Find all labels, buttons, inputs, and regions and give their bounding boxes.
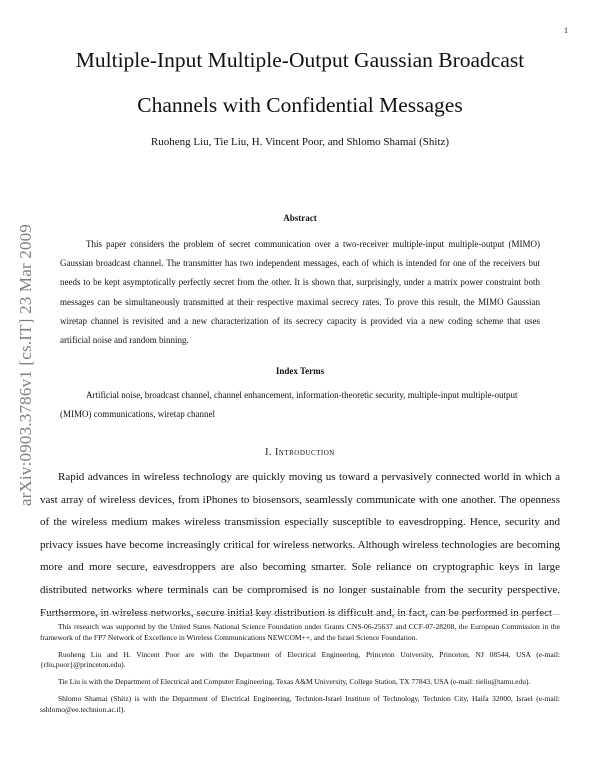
footnote-divider [40, 614, 560, 615]
section-heading [40, 447, 560, 458]
paper-title-line-1: Multiple-Input Multiple-Output Gaussian Broadcast [75, 48, 525, 72]
introduction-paragraph: Rapid advances in wireless technology are quickly moving us toward a pervasively connected world in which a vast array of wireless devices, from iPhones to biosensors, seamlessly communicate with one another. The openness of the wireless medium makes wireless transmission especially susceptible to eavesdropping. Hence, security and privacy issues have become increasingly critical for wireless networks. Although wireless technologies are becoming more and more secure, eavesdroppers are also becoming smarter. Sole reliance on cryptographic keys in large distributed networks where terminals can be compromised is no longer sustainable from the security perspective. Furthermore, in wireless networks, secure initial key distribution is difficult and, in fact, can be performed in perfect [40, 471, 560, 619]
footnote-affiliation-princeton: Ruoheng Liu and H. Vincent Poor are with the Department of Electrical Engineering, Princeton University, Princeton, NJ 08544, USA (e-mail: {rliu,poor}@princeton.edu). [40, 649, 560, 670]
abstract-text: This paper considers the problem of secret communication over a two-receiver multiple-input multiple-output (MIMO) Gaussian broadcast channel. The transmitter has two independent messages, each of which is intended for one of the receivers but needs to be kept asymptotically perfectly secret from the other. It is shown that, surprisingly, under a matrix power constraint both messages can be simultaneously transmitted at their respective maximal secrecy rates. To prove this result, the MIMO Gaussian wiretap channel is revisited and a new characterization of its secrecy capacity is provided via a new coding scheme that uses artificial noise and random binning. [60, 239, 540, 346]
footnote-funding: This research was supported by the United States National Science Foundation under Grants CNS-06-25637 and CCF-07-28208, the European Commission in the framework of the FP7 Network of Excellence in Wireless Communications NEWCOM++, and the Israel Science Foundation. [40, 622, 560, 642]
index-terms-text: Artificial noise, broadcast channel, channel enhancement, information-theoretic security, multiple-input multiple-output (MIMO) communications, wiretap channel [60, 390, 518, 419]
index-terms-heading: Index Terms [275, 366, 325, 376]
page-number: 1 [564, 26, 568, 35]
section-title: Introduction [274, 447, 335, 458]
abstract-heading: Abstract [283, 213, 317, 223]
footnote-affiliation-tamu: Tie Liu is with the Department of Electrical and Computer Engineering, Texas A&M University, College Station, TX 77843, USA (e-mail: tieliu@tamu.edu). [58, 677, 531, 687]
section-number: I. [265, 447, 272, 458]
paper-title-line-2: Channels with Confidential Messages [137, 93, 463, 117]
arxiv-stamp [8, 200, 44, 530]
footnotes [40, 622, 560, 722]
author-list: Ruoheng Liu, Tie Liu, H. Vincent Poor, and Shlomo Shamai (Shitz) [150, 136, 450, 148]
footnote-affiliation-technion: Shlomo Shamai (Shitz) is with the Department of Electrical Engineering, Technion-Israel Institute of Technology, Technion City, Haifa 32000, Israel (e-mail: sshlomo@ee.technion.ac.il). [40, 693, 560, 714]
arxiv-stamp-text: arXiv:0903.3786v1 [cs.IT] 23 Mar 2009 [16, 223, 35, 507]
